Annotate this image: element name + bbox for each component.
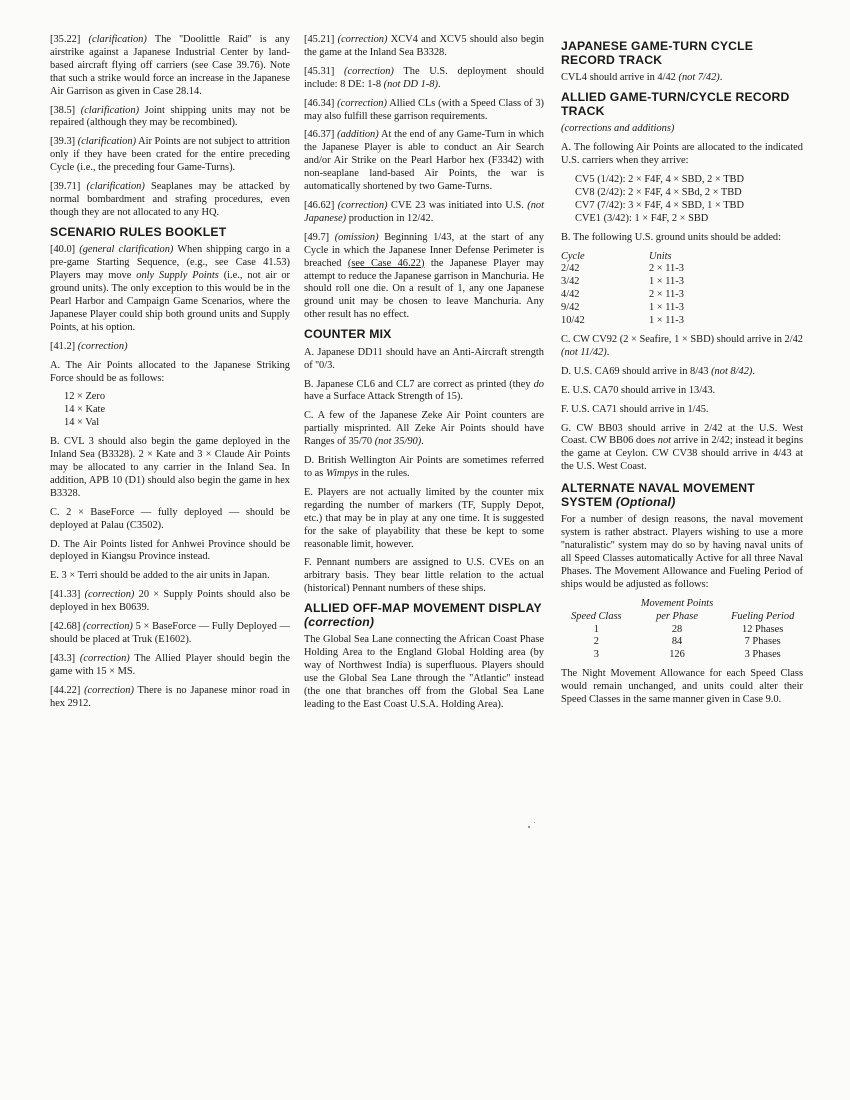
allied-track-g: G. CW BB03 should arrive in 2/42 at the U.S. West Coast. CW BB06 does not arrive in 2/42; instead it begins the game at Ceylon. CW CV38 should arrive in 4/43 at the U.S. West Coast. bbox=[561, 422, 804, 473]
table-row bbox=[561, 315, 692, 328]
rule-41-33: [41.33] (correction) 20 × Supply Points should also be deployed in hex B0639. bbox=[50, 589, 290, 614]
list-item: CVE1 (3/42): 1 × F4F, 2 × SBD bbox=[575, 212, 709, 224]
table-cell: 2 bbox=[593, 636, 599, 648]
table-cell: 1 bbox=[593, 623, 599, 635]
rule-46-34: [46.34] (correction) Allied CLs (with a Speed Class of 3) may also fulfill these garrison requirements. bbox=[304, 97, 544, 122]
table-cell: 3 bbox=[593, 649, 599, 661]
table-row bbox=[561, 649, 803, 662]
rule-40-0: [40.0] (general clarification) When shipping cargo in a pre-game Starting Sequence, (e.g., see Case 41.53) Players may move only Supply Points (i.e., not air or ground units). The only exception to this would be in the Pearl Harbor and Campaign Game Scenarios, where the Japanese Player could ship both ground units and Supply Points, at his option. bbox=[50, 244, 291, 333]
counter-mix-f: F. Pennant numbers are assigned to U.S. CVEs on an arbitrary basis. They bear little relation to the actual (historical) Pennant numbers of these ships. bbox=[304, 557, 544, 595]
rule-41-2-c: C. 2 × BaseForce — fully deployed — should be deployed at Palau (C3502). bbox=[50, 506, 290, 531]
rule-41-2-d: D. The Air Points listed for Anhwei Province should be deployed in Kiangsu Province instead. bbox=[50, 538, 290, 563]
list-item: CV8 (2/42): 2 × F4F, 4 × SBd, 2 × TBD bbox=[575, 186, 742, 198]
rule-38-5: [38.5] (clarification) Joint shipping units may not be repaired (although they may be recombined). bbox=[50, 104, 290, 129]
off-map-text: The Global Sea Lane connecting the African Coast Phase Holding Area to the England Global Holding area (by way of Northwest India) is superfluous. Players should use the Global Sea Lane through the ''Atlantic'' instead (the one that branches off from the Global Sea Lane leading to the East Coast U.S.A. Holding Area). bbox=[304, 634, 544, 710]
table-cell: 28 bbox=[671, 623, 683, 635]
list-item: CV5 (1/42): 2 × F4F, 4 × SBD, 2 × TBD bbox=[575, 174, 744, 185]
rule-35-22: [35.22] (clarification) The ''Doolittle Raid'' is any airstrike against a Japanese Industrial Center by land-based aircraft flying off carriers (see Case 39.76). Note that such a strike would force an increase in the Japanese Air Garrison as given in Case 28.14. bbox=[50, 34, 290, 97]
rule-41-2-e: E. 3 × Terri should be added to the air units in Japan. bbox=[50, 570, 270, 582]
carrier-air-list bbox=[575, 174, 803, 226]
rule-45-31: [45.31] (correction) The U.S. deployment should include: 8 DE: 1-8 (not DD 1-8). bbox=[304, 65, 544, 90]
table-row bbox=[561, 636, 803, 649]
table-cell: 2/42 bbox=[561, 263, 580, 275]
list-item: 12 × Zero bbox=[64, 391, 106, 403]
table-cell: 1 × 11-3 bbox=[649, 315, 684, 327]
table-row bbox=[561, 263, 692, 276]
rule-42-68: [42.68] (correction) 5 × BaseForce — Fully Deployed — should be placed at Truk (E1602). bbox=[50, 621, 290, 645]
table-header: Speed Class bbox=[571, 610, 622, 622]
table-row bbox=[561, 302, 692, 315]
rule-43-3: [43.3] (correction) The Allied Player should begin the game with 15 × MS. bbox=[50, 652, 290, 677]
allied-track-f: F. U.S. CA71 should arrive in 1/45. bbox=[561, 403, 709, 415]
counter-mix-e: E. Players are not actually limited by the counter mix regarding the number of markers (TF, Supply Depot, etc.) that may be in play at any one time. It is suggested for the sake of playability that these be kept to some reasonable limit, however. bbox=[304, 486, 544, 550]
rule-46-62: [46.62] (correction) CVE 23 was initiated into U.S. (not Japanese) production in 12/42. bbox=[304, 199, 544, 224]
column-3 bbox=[561, 34, 803, 713]
list-item: 14 × Kate bbox=[64, 404, 106, 416]
rule-46-37: [46.37] (addition) At the end of any Game-Turn in which the Japanese Player is able to conduct an Air Search and/or Air Strike on the Pearl Harbor hex (F3342) with non-seaplane land-based Air Points, the war is automatically shortened by two Game-Turns. bbox=[304, 129, 544, 193]
table-cell: 12 Phases bbox=[742, 623, 784, 635]
counter-mix-a: A. Japanese DD11 should have an Anti-Aircraft strength of ''0/3. bbox=[304, 346, 544, 371]
table-cell: 7 Phases bbox=[744, 636, 781, 648]
rule-39-3: [39.3] (clarification) Air Points are not subject to attrition only if they have been crated for the entire preceding Cycle (i.e., the preceding four Game-Turns). bbox=[50, 136, 290, 174]
table-cell: 9/42 bbox=[561, 302, 580, 314]
table-cell: 126 bbox=[669, 649, 685, 661]
rule-41-2: [41.2] (correction) bbox=[50, 340, 128, 352]
counter-mix-c: C. A few of the Japanese Zeke Air Point counters are partially misprinted. All Zeke Air Points should have Ranges of 35/70 (not 35/90). bbox=[304, 410, 544, 448]
table-row bbox=[561, 624, 803, 637]
ground-units-table bbox=[561, 251, 692, 328]
list-item: 14 × Val bbox=[64, 417, 100, 429]
rule-41-2-b: B. CVL 3 should also begin the game deployed in the Inland Sea (B3328). 2 × Kate and 3 × Claude Air Points may be allocated to any carrier in the Inland Sea. In addition, APB 10 (D1) should also begin the game in hex B3328. bbox=[50, 436, 290, 499]
rule-45-21: [45.21] (correction) XCV4 and XCV5 should also begin the game at the Inland Sea B3328. bbox=[304, 34, 544, 58]
counter-mix-b: B. Japanese CL6 and CL7 are correct as printed (they do have a Surface Attack Strength of 15). bbox=[304, 378, 544, 403]
speed-class-table bbox=[561, 598, 803, 663]
scan-speck bbox=[528, 826, 530, 828]
table-row bbox=[561, 289, 692, 302]
table-header: Cycle bbox=[561, 250, 585, 262]
heading-alternate-naval: ALTERNATE NAVAL MOVEMENT SYSTEM (Optional) bbox=[561, 481, 755, 509]
heading-scenario-rules-booklet: SCENARIO RULES BOOKLET bbox=[50, 224, 227, 239]
table-header: Fueling Period bbox=[731, 610, 795, 622]
rule-44-22: [44.22] (correction) There is no Japanese minor road in hex 2912. bbox=[50, 684, 290, 709]
rule-39-71: [39.71] (clarification) Seaplanes may be attacked by normal bombardment and strafing procedures, even though they are not allocated to any HQ. bbox=[50, 181, 290, 218]
table-row bbox=[561, 276, 692, 289]
table-cell: 1 × 11-3 bbox=[649, 276, 684, 288]
heading-allied-off-map: ALLIED OFF-MAP MOVEMENT DISPLAY (correction) bbox=[304, 601, 542, 629]
night-movement-text: The Night Movement Allowance for each Speed Class would remain unchanged, and units could alter their Speed Classes in the same manner given in Case 9.0. bbox=[561, 668, 803, 706]
heading-counter-mix: COUNTER MIX bbox=[304, 327, 392, 342]
corrections-note: (corrections and additions) bbox=[561, 123, 675, 135]
heading-allied-game-turn: ALLIED GAME-TURN/CYCLE RECORD TRACK bbox=[561, 90, 790, 118]
table-cell: 1 × 11-3 bbox=[649, 302, 684, 314]
column-2 bbox=[304, 34, 544, 718]
air-points-list bbox=[64, 391, 290, 430]
japanese-track-text: CVL4 should arrive in 4/42 (not 7/42). bbox=[561, 72, 723, 84]
table-cell: 3/42 bbox=[561, 276, 580, 288]
table-cell: 2 × 11-3 bbox=[649, 263, 684, 275]
scan-speck bbox=[534, 822, 535, 823]
counter-mix-d: D. British Wellington Air Points are sometimes referred to as Wimpys in the rules. bbox=[304, 455, 544, 479]
allied-track-a: A. The following Air Points are allocated to the indicated U.S. carriers when they arrive: bbox=[561, 142, 803, 167]
table-cell: 4/42 bbox=[561, 289, 580, 301]
list-item: CV7 (7/42): 3 × F4F, 4 × SBD, 1 × TBD bbox=[575, 199, 744, 211]
allied-track-d: D. U.S. CA69 should arrive in 8/43 (not 8/42). bbox=[561, 365, 755, 377]
allied-track-c: C. CW CV92 (2 × Seafire, 1 × SBD) should arrive in 2/42 (not 11/42). bbox=[561, 333, 803, 358]
rule-49-7: [49.7] (omission) Beginning 1/43, at the start of any Cycle in which the Japanese Inner Defense Perimeter is breached (see Case 46.22) the Japanese Player may attempt to reduce the Japanese garrison in Manchuria. He should roll one die. On a result of 1, any one Japanese ground unit may be chosen to leave Manchuria. Any other result has no effect. bbox=[304, 231, 544, 321]
table-cell: 10/42 bbox=[561, 315, 585, 327]
table-cell: 3 Phases bbox=[744, 649, 781, 661]
rule-41-2-a: A. The Air Points allocated to the Japanese Striking Force should be as follows: bbox=[50, 359, 290, 384]
heading-japanese-game-turn: JAPANESE GAME-TURN CYCLE RECORD TRACK bbox=[561, 39, 754, 67]
alternate-naval-text: For a number of design reasons, the naval movement system is rather abstract. Players wishing to use a more ''naturalistic'' system may do so by having naval units of all Speed Classes automatically Active for all three Naval Phases. The Movement Allowance and Fueling Period of ships would be adjusted as follows: bbox=[561, 514, 803, 590]
column-1 bbox=[50, 34, 290, 716]
table-cell: 2 × 11-3 bbox=[649, 289, 684, 301]
allied-track-e: E. U.S. CA70 should arrive in 13/43. bbox=[561, 384, 716, 396]
allied-track-b: B. The following U.S. ground units should be added: bbox=[561, 231, 782, 243]
table-cell: 84 bbox=[671, 636, 683, 648]
table-header: Movement Points per Phase bbox=[640, 597, 714, 622]
table-header: Units bbox=[649, 250, 672, 262]
